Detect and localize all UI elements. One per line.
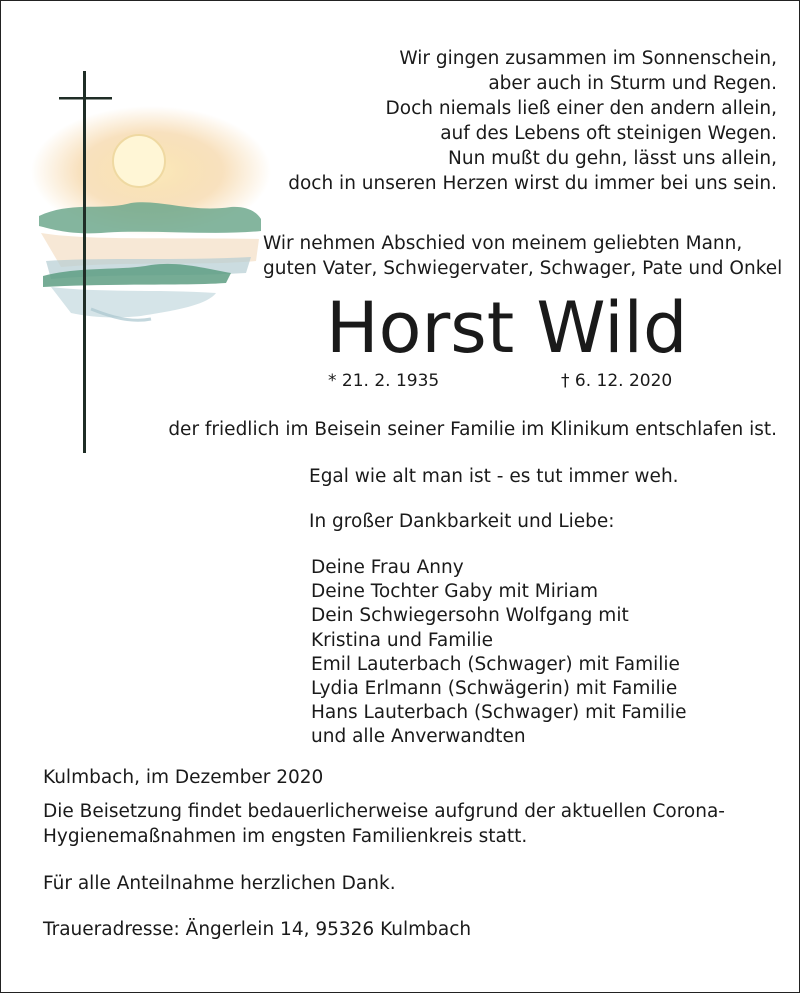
- deceased-name: Horst Wild: [326, 287, 688, 369]
- lower-water: [51, 287, 216, 317]
- mourning-address: Traueradresse: Ängerlein 14, 95326 Kulmbach: [43, 919, 472, 940]
- sympathy-thanks: Für alle Anteilnahme herzlichen Dank.: [43, 873, 396, 894]
- poem-line: auf des Lebens oft steinigen Wegen.: [440, 123, 777, 144]
- mourner-line: und alle Anverwandten: [311, 726, 526, 748]
- burial-line: Die Beisetzung findet bedauerlicherweise aufgrund der aktuellen Corona-: [43, 801, 725, 822]
- poem-line: Nun mußt du gehn, lässt uns allein,: [448, 148, 777, 169]
- poem-line: aber auch in Sturm und Regen.: [488, 73, 777, 94]
- cross-sunset-illustration: [31, 61, 271, 461]
- mourner-line: Deine Frau Anny: [311, 557, 464, 578]
- place-and-date: Kulmbach, im Dezember 2020: [43, 767, 324, 788]
- birth-date: * 21. 2. 1935: [328, 371, 440, 391]
- burial-notice: [43, 799, 725, 849]
- sun-icon: [113, 135, 165, 187]
- poem-line: Doch niemals ließ einer den andern allein,: [385, 98, 777, 119]
- poem-line: doch in unseren Herzen wirst du immer bei uns sein.: [288, 173, 777, 194]
- intro-line: guten Vater, Schwiegervater, Schwager, Pate und Onkel: [263, 258, 783, 279]
- burial-line: Hygienemaßnahmen im engsten Familienkreis statt.: [43, 826, 528, 847]
- mourners-list: [311, 556, 687, 750]
- death-date: † 6. 12. 2020: [561, 371, 673, 391]
- quote-line: Egal wie alt man ist - es tut immer weh.: [309, 466, 679, 487]
- mourner-line: Emil Lauterbach (Schwager) mit Familie: [311, 653, 680, 675]
- poem-line: Wir gingen zusammen im Sonnenschein,: [399, 48, 777, 69]
- farewell-intro: [263, 231, 783, 281]
- passing-statement: der friedlich im Beisein seiner Familie im Klinikum entschlafen ist.: [168, 419, 777, 440]
- mourner-line: Dein Schwiegersohn Wolfgang mit: [311, 605, 629, 627]
- intro-line: Wir nehmen Abschied von meinem geliebten Mann,: [263, 233, 743, 254]
- mourner-line: Deine Tochter Gaby mit Miriam: [311, 581, 598, 603]
- gratitude-heading: In großer Dankbarkeit und Liebe:: [309, 511, 615, 532]
- mourner-line: Lydia Erlmann (Schwägerin) mit Familie: [311, 678, 678, 700]
- memorial-poem: [237, 46, 777, 196]
- mourner-line: Kristina und Familie: [311, 629, 494, 651]
- mourner-line: Hans Lauterbach (Schwager) mit Familie: [311, 702, 687, 724]
